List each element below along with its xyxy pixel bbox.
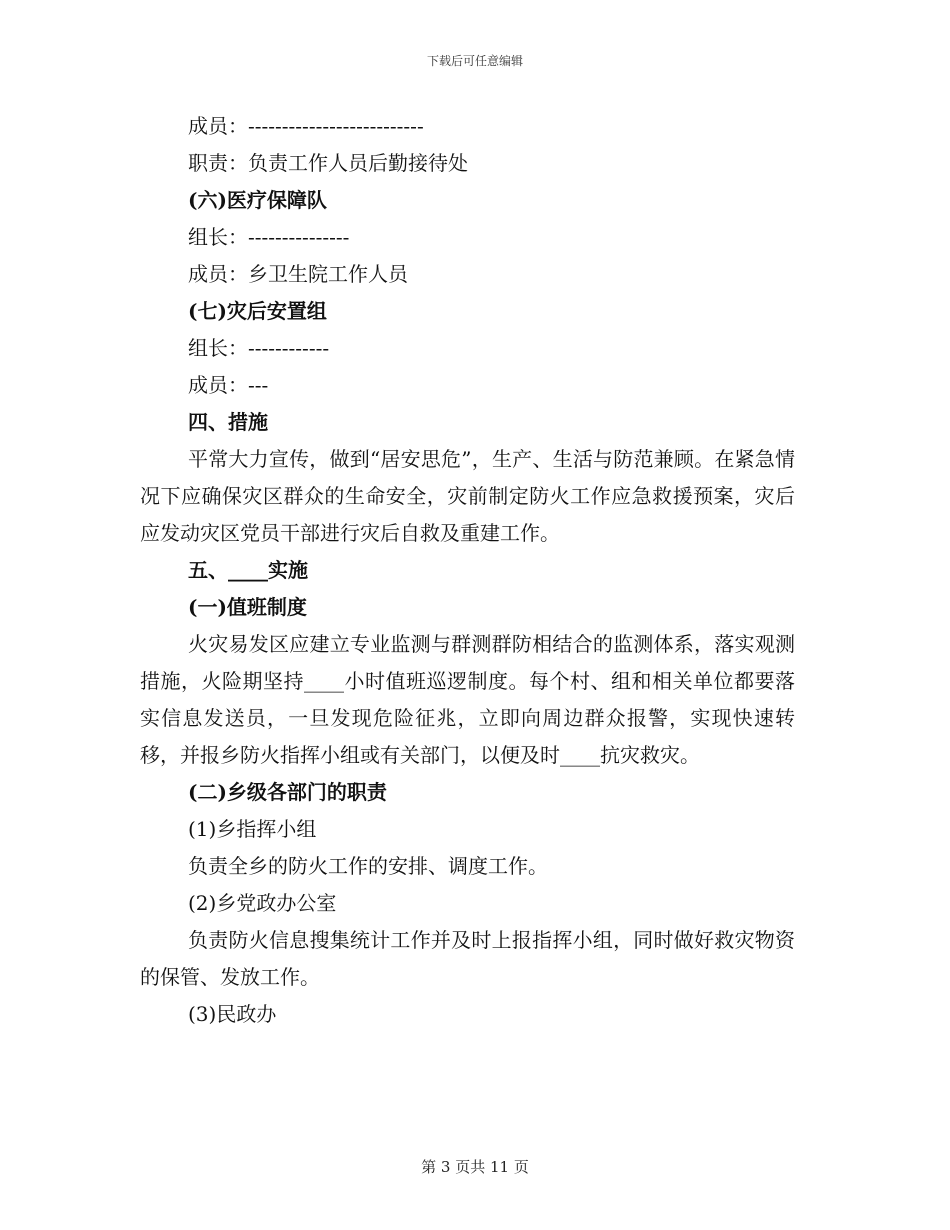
section-heading-medical: (六)医疗保障队 <box>188 188 327 212</box>
leader-line: 组长：------------ <box>188 336 330 360</box>
duty-line: 职责：负责工作人员后勤接待处 <box>188 151 468 175</box>
member-line: 成员：-------------------------- <box>188 114 424 138</box>
duty-system-paragraph: 火灾易发区应建立专业监测与群测群防相结合的监测体系，落实观测措施，火险期坚持____小时值班巡逻制度。每个村、组和相关单位都要落实信息发送员，一旦发现危险征兆，立即向周边群众报警，实现快速转移，并报乡防火指挥小组或有关部门，以便及时____抗灾救灾。 <box>140 632 795 767</box>
document-body <box>140 108 795 1033</box>
member-line: 成员：乡卫生院工作人员 <box>188 262 408 286</box>
page-footer: 第 3 页共 11 页 <box>421 1158 529 1176</box>
page-header: 下载后可任意编辑 <box>426 54 523 68</box>
section-heading-resettlement: (七)灾后安置组 <box>188 299 327 323</box>
item-title: (3)民政办 <box>188 1002 277 1026</box>
section-heading-measures: 四、措施 <box>188 410 268 434</box>
office-duty-paragraph: 负责防火信息搜集统计工作并及时上报指挥小组，同时做好救灾物资的保管、发放工作。 <box>140 928 795 989</box>
leader-line: 组长：--------------- <box>188 225 350 249</box>
section-heading-implementation: 五、____实施 <box>188 558 308 582</box>
item-text: 负责全乡的防火工作的安排、调度工作。 <box>188 854 548 878</box>
subheading-duty-system: (一)值班制度 <box>188 595 307 619</box>
member-line: 成员：--- <box>188 373 269 397</box>
measures-paragraph: 平常大力宣传，做到“居安思危”，生产、生活与防范兼顾。在紧急情况下应确保灾区群众的生命安全，灾前制定防火工作应急救援预案，灾后应发动灾区党员干部进行灾后自救及重建工作。 <box>140 447 795 545</box>
item-title: (2)乡党政办公室 <box>188 891 337 915</box>
subheading-department-duties: (二)乡级各部门的职责 <box>188 780 387 804</box>
item-title: (1)乡指挥小组 <box>188 817 317 841</box>
